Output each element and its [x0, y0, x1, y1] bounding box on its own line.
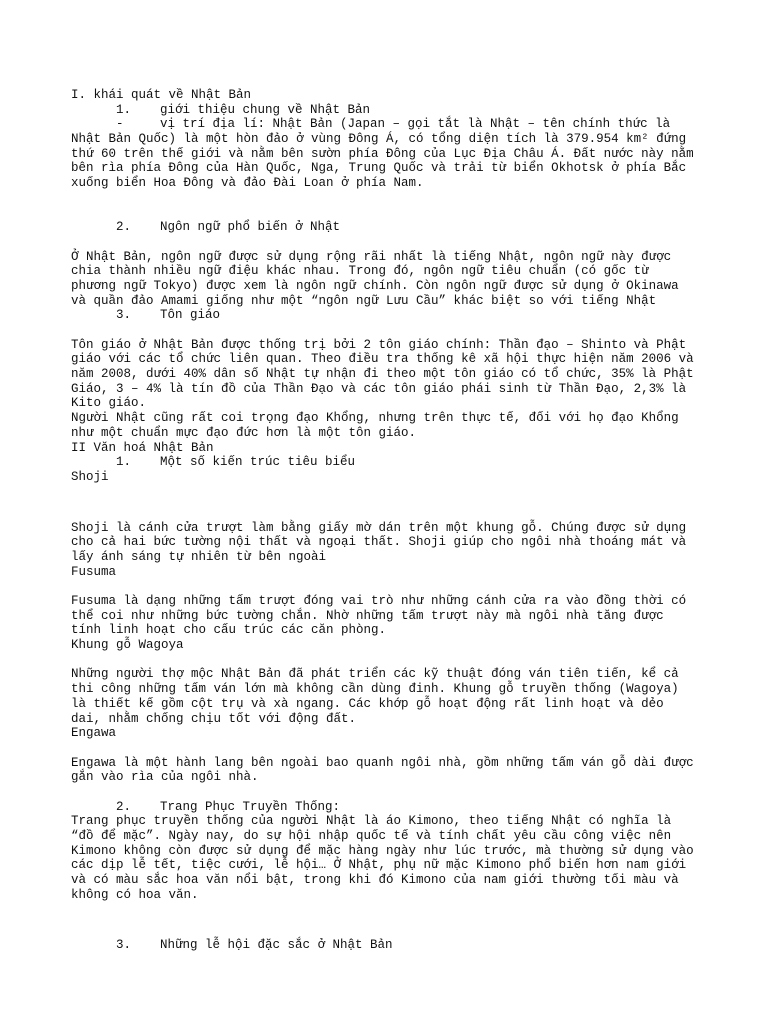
list-number: 1.	[116, 102, 132, 117]
section-heading: II Văn hoá Nhật Bản	[71, 440, 214, 455]
paragraph-line: cho cả hai bức tường nội thất và ngoại thất. Shoji giúp cho ngôi nhà thoáng mát và	[71, 535, 687, 550]
bullet-line	[71, 117, 711, 132]
subsection-heading	[71, 455, 711, 470]
paragraph-line: xuống biển Hoa Đông và đảo Đài Loan ở phía Nam.	[71, 176, 424, 191]
document-page	[71, 88, 711, 953]
paragraph-line: như một chuẩn mực đạo đức hơn là một tôn giáo.	[71, 425, 417, 440]
subsection-title: Ngôn ngữ phổ biến ở Nhật	[160, 220, 341, 235]
subsection-title: Những lễ hội đặc sắc ở Nhật Bản	[160, 938, 393, 953]
paragraph-line: lấy ánh sáng tự nhiên từ bên ngoài	[71, 549, 327, 564]
subsection-title: Tôn giáo	[160, 308, 221, 323]
paragraph-line: Tôn giáo ở Nhật Bản được thống trị bởi 2 tôn giáo chính: Thần đạo – Shinto và Phật	[71, 337, 687, 352]
paragraph-line: Những người thợ mộc Nhật Bản đã phát triển các kỹ thuật đóng ván tiên tiến, kể cả	[71, 667, 679, 682]
list-number: 3.	[116, 308, 132, 323]
paragraph-line: tính linh hoạt cho cấu trúc các căn phòng.	[71, 623, 387, 638]
subsection-heading	[71, 220, 711, 235]
list-number: 1.	[116, 455, 132, 470]
paragraph-line: Kimono không còn được sử dụng để mặc hàng ngày như lúc trước, mà thường sử dụng vào	[71, 843, 694, 858]
subsection-title: Trang Phục Truyền Thống:	[160, 799, 341, 814]
list-number: 2.	[116, 220, 132, 235]
paragraph-line: Engawa là một hành lang bên ngoài bao quanh ngôi nhà, gồm những tấm ván gỗ dài được	[71, 755, 694, 770]
list-number: 2.	[116, 799, 132, 814]
subsection-heading	[71, 103, 711, 118]
paragraph-line: Trang phục truyền thống của người Nhật là áo Kimono, theo tiếng Nhật có nghĩa là	[71, 814, 672, 829]
paragraph-line: Shoji là cánh cửa trượt làm bằng giấy mờ dán trên một khung gỗ. Chúng được sử dụng	[71, 520, 687, 535]
paragraph-line: Giáo, 3 – 4% là tín đồ của Thần Đạo và các tôn giáo phái sinh từ Thần Đạo, 2,3% là	[71, 381, 687, 396]
paragraph-line: chia thành nhiều ngữ điệu khác nhau. Trong đó, ngôn ngữ tiêu chuẩn (có gốc từ	[71, 264, 649, 279]
subsection-heading	[71, 938, 711, 953]
paragraph-line: “đồ để mặc”. Ngày nay, do sự hội nhập quốc tế và tính chất yêu cầu công việc nên	[71, 829, 672, 844]
subsection-title: giới thiệu chung về Nhật Bản	[160, 102, 371, 117]
bullet-mark: -	[116, 117, 124, 132]
item-heading: Khung gỗ Wagoya	[71, 638, 184, 653]
paragraph-line: Nhật Bản Quốc) là một hòn đảo ở vùng Đông Á, có tổng diện tích là 379.954 km² đứng	[71, 132, 687, 147]
paragraph-line: và có màu sắc hoa văn nổi bật, trong khi đó Kimono của nam giới thường tối màu và	[71, 873, 679, 888]
subsection-heading	[71, 308, 711, 323]
paragraph-line: thứ 60 trên thế giới và nằm bên sườn phía Đông của Lục Địa Châu Á. Đất nước này nằm	[71, 146, 694, 161]
paragraph-line: các dịp lễ tết, tiệc cưới, lễ hội… Ở Nhật, phụ nữ mặc Kimono phổ biến hơn nam giới	[71, 858, 687, 873]
item-heading: Shoji	[71, 469, 109, 484]
paragraph-text: vị trí địa lí: Nhật Bản (Japan – gọi tắt là Nhật – tên chính thức là	[160, 117, 671, 132]
paragraph-line: gắn vào rìa của ngôi nhà.	[71, 770, 259, 785]
paragraph-line: và quần đảo Amami giống như một “ngôn ngữ Lưu Cầu” khác biệt so với tiếng Nhật	[71, 293, 657, 308]
paragraph-line: phương ngữ Tokyo) được xem là ngôn ngữ chính. Còn ngôn ngữ được sử dụng ở Okinawa	[71, 278, 679, 293]
list-number: 3.	[116, 938, 132, 953]
paragraph-line: là thiết kế gồm cột trụ và xà ngang. Các khớp gỗ hoạt động rất linh hoạt và dẻo	[71, 696, 664, 711]
paragraph-line: thể coi như những bức tường chắn. Nhờ những tấm trượt này mà ngôi nhà tăng được	[71, 608, 664, 623]
item-heading: Fusuma	[71, 564, 117, 579]
paragraph-line: Người Nhật cũng rất coi trọng đạo Khổng, nhưng trên thực tế, đối với họ đạo Khổng	[71, 411, 679, 426]
subsection-title: Một số kiến trúc tiêu biểu	[160, 455, 356, 470]
paragraph-line: năm 2008, dưới 40% dân số Nhật tự nhận đi theo một tôn giáo có tổ chức, 35% là Phật	[71, 367, 694, 382]
paragraph-line: thi công những tấm ván lớn mà không cần dùng đinh. Khung gỗ truyền thống (Wagoya)	[71, 682, 679, 697]
paragraph-line: Kito giáo.	[71, 396, 147, 411]
paragraph-line: giáo với các tổ chức liên quan. Theo điều tra thống kê xã hội thực hiện năm 2006 và	[71, 352, 694, 367]
subsection-heading	[71, 800, 711, 815]
paragraph-line: không có hoa văn.	[71, 887, 199, 902]
paragraph-line: Ở Nhật Bản, ngôn ngữ được sử dụng rộng rãi nhất là tiếng Nhật, ngôn ngữ này được	[71, 249, 672, 264]
paragraph-line: Fusuma là dạng những tấm trượt đóng vai trò như những cánh cửa ra vào đồng thời có	[71, 594, 687, 609]
paragraph-line: dai, nhằm chống chịu tốt với động đất.	[71, 711, 357, 726]
section-heading: I. khái quát về Nhật Bản	[71, 88, 252, 102]
item-heading: Engawa	[71, 726, 117, 741]
paragraph-line: bên rìa phía Đông của Hàn Quốc, Nga, Trung Quốc và trải từ biển Okhotsk ở phía Bắc	[71, 161, 687, 176]
